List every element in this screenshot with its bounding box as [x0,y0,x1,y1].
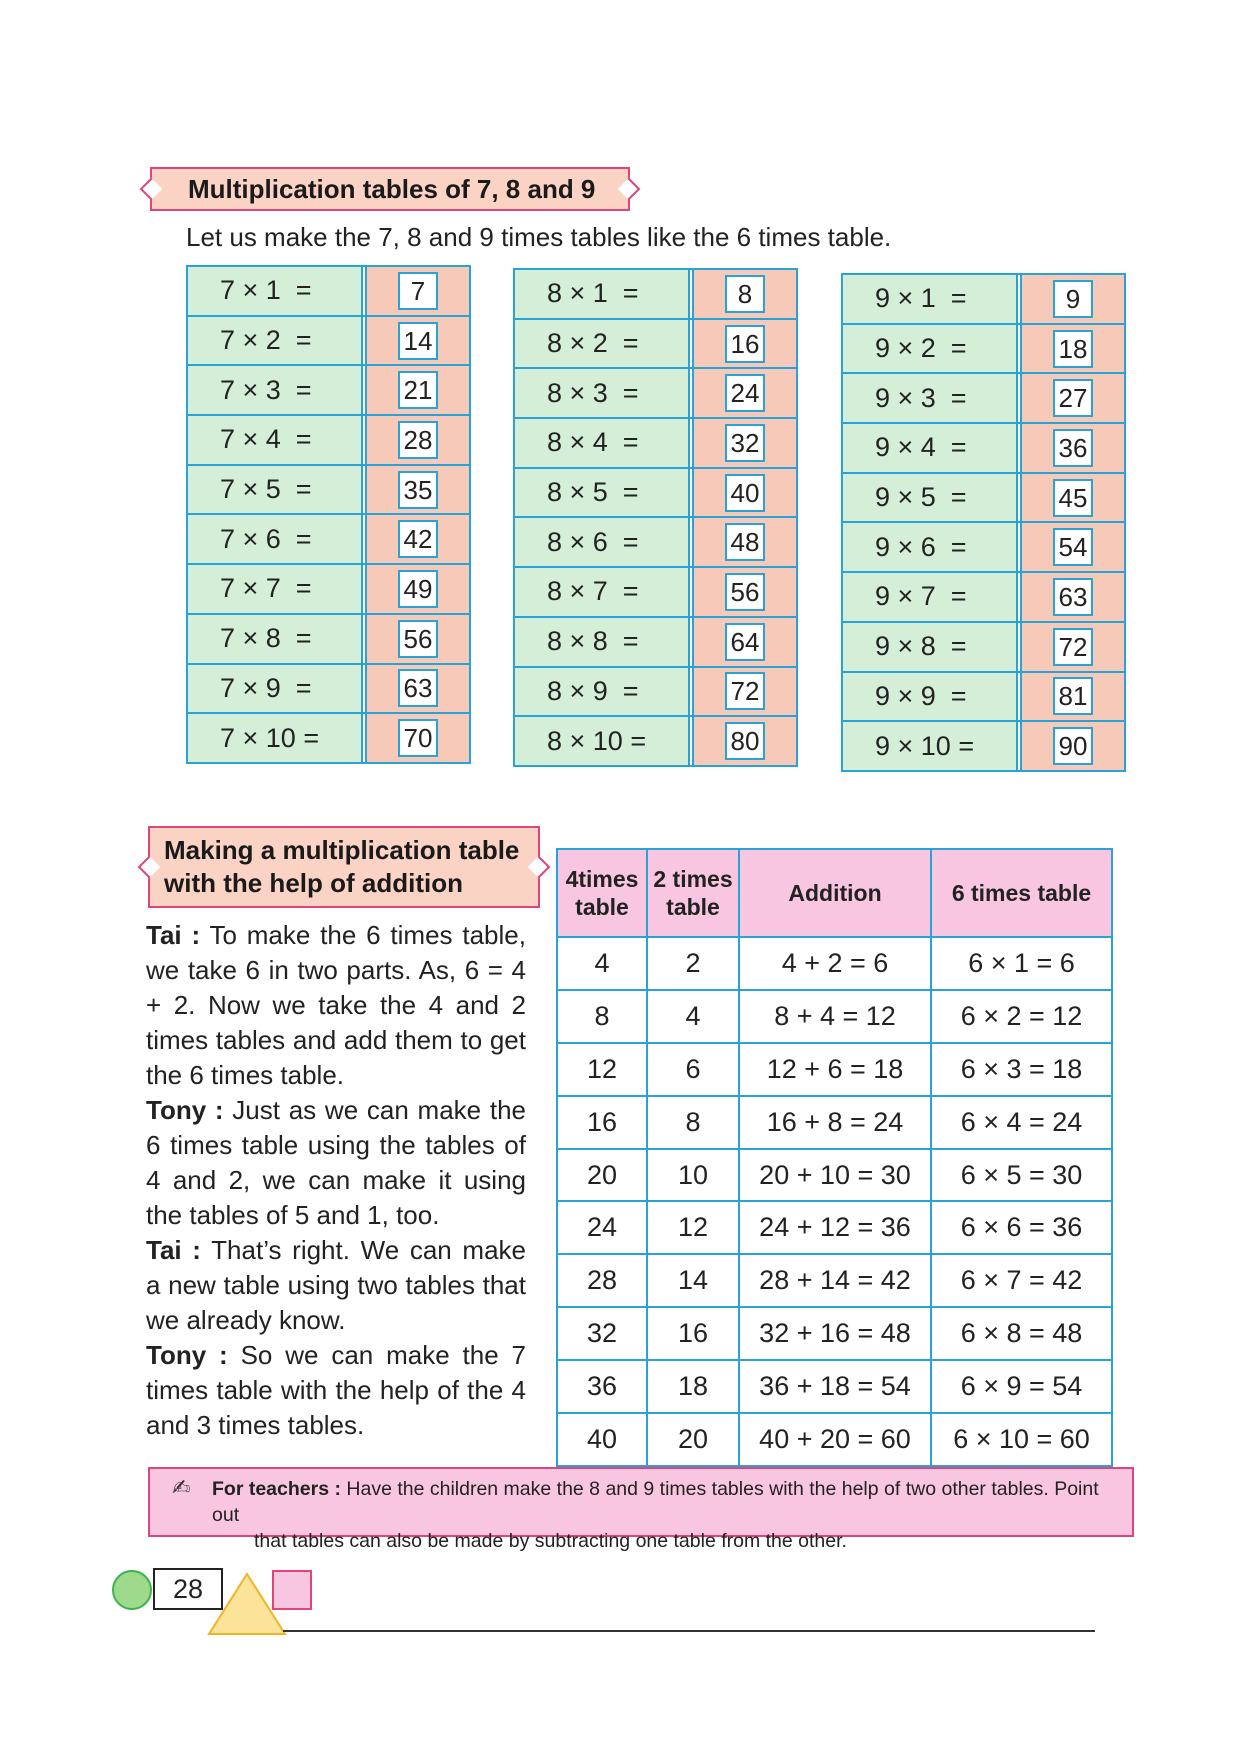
section-heading-addition-method [148,826,540,908]
multiplication-expression: 8 × 8 = [514,617,689,667]
table-row [187,564,470,614]
table-row [187,266,470,316]
speaker: Tai : [146,1235,201,1265]
addition-sum: 36 + 18 = 54 [739,1360,931,1413]
multiplication-expression: 9 × 9 = [842,672,1017,722]
answer-box: 27 [1053,379,1093,417]
addition-sum: 40 + 20 = 60 [739,1413,931,1466]
addition-sum: 24 + 12 = 36 [739,1201,931,1254]
answer-box: 35 [398,471,438,509]
result-cell [693,468,797,518]
answer-box: 56 [398,620,438,658]
table-row [187,664,470,714]
header-2-times: 2 times table [647,849,739,937]
multiplication-expression: 7 × 4 = [187,415,362,465]
answer-box: 7 [398,272,438,310]
table-row [842,622,1125,672]
speaker: Tony : [146,1095,224,1125]
two-times-value: 2 [647,937,739,990]
two-times-value: 6 [647,1043,739,1096]
table-row [842,324,1125,374]
multiplication-expression: 7 × 10 = [187,713,362,763]
table-row [187,365,470,415]
table-row [557,1307,1112,1360]
six-times-result: 6 × 7 = 42 [931,1254,1112,1307]
multiplication-expression: 9 × 5 = [842,473,1017,523]
table-row [187,514,470,564]
multiplication-expression: 9 × 7 = [842,572,1017,622]
multiplication-expression: 8 × 6 = [514,517,689,567]
multiplication-expression: 7 × 8 = [187,614,362,664]
table-row [842,672,1125,722]
two-times-value: 8 [647,1096,739,1149]
result-cell [693,617,797,667]
answer-box: 49 [398,570,438,608]
table-row [514,319,797,369]
table-header-row [557,849,1112,937]
header-4-times: 4times table [557,849,647,937]
answer-box: 40 [725,474,765,512]
dialogue-text: So we can make the 7 times table with the help of the 4 and 3 times tables. [146,1340,527,1440]
header-6-times: 6 times table [931,849,1112,937]
multiplication-expression: 9 × 2 = [842,324,1017,374]
multiplication-expression: 7 × 9 = [187,664,362,714]
table-row [514,269,797,319]
result-cell [693,567,797,617]
multiplication-expression: 9 × 8 = [842,622,1017,672]
result-cell [366,415,470,465]
multiplication-expression: 7 × 2 = [187,316,362,366]
multiplication-expression: 7 × 1 = [187,266,362,316]
heading-line-2: with the help of addition [164,868,463,898]
multiplication-expression: 8 × 10 = [514,716,689,766]
multiplication-expression: 9 × 4 = [842,423,1017,473]
pencil-icon: ✍ [172,1475,191,1500]
answer-box: 16 [725,325,765,363]
two-times-value: 10 [647,1149,739,1202]
table-row [514,517,797,567]
speaker: Tony : [146,1340,228,1370]
result-cell [366,664,470,714]
heading-line-1: Making a multiplication table [164,835,520,865]
four-times-value: 36 [557,1360,647,1413]
seven-times-table [186,265,471,764]
teacher-note-line-1: Have the children make the 8 and 9 times tables with the help of two other tables. Point out [212,1478,1099,1526]
answer-box: 64 [725,623,765,661]
four-times-value: 20 [557,1149,647,1202]
table-row [842,572,1125,622]
two-times-value: 20 [647,1413,739,1466]
result-cell [366,614,470,664]
multiplication-expression: 7 × 6 = [187,514,362,564]
addition-sum: 12 + 6 = 18 [739,1043,931,1096]
table-row [842,473,1125,523]
dialogue-text: To make the 6 times table, we take 6 in two parts. As, 6 = 4 + 2. Now we take the 4 and 2 times tables and add them to get the 6 times table. [146,920,526,1090]
result-cell [366,266,470,316]
result-cell [1021,373,1125,423]
nine-times-table [841,273,1126,772]
multiplication-expression: 8 × 2 = [514,319,689,369]
teacher-note-line-2: that tables can also be made by subtracting one table from the other. [254,1530,847,1552]
table-row [842,373,1125,423]
answer-box: 63 [398,669,438,707]
answer-box: 63 [1053,578,1093,616]
result-cell [366,713,470,763]
addition-sum: 4 + 2 = 6 [739,937,931,990]
four-times-value: 8 [557,990,647,1043]
answer-box: 81 [1053,677,1093,715]
four-times-value: 40 [557,1413,647,1466]
speaker: Tai : [146,920,201,950]
eight-times-table [513,268,798,767]
four-times-value: 24 [557,1201,647,1254]
answer-box: 54 [1053,528,1093,566]
table-row [514,667,797,717]
dialogue [146,918,526,1443]
teacher-note [148,1467,1134,1552]
answer-box: 8 [725,275,765,313]
pink-square-decoration [272,1570,312,1610]
dialogue-text: That’s right. We can make a new table using two tables that we already know. [146,1235,526,1335]
table-row [557,1254,1112,1307]
answer-box: 14 [398,322,438,360]
dialogue-line [146,918,526,1093]
teacher-note-label: For teachers : [212,1478,341,1500]
answer-box: 48 [725,523,765,561]
result-cell [693,667,797,717]
table-row [514,468,797,518]
answer-box: 72 [1053,628,1093,666]
multiplication-expression: 9 × 3 = [842,373,1017,423]
table-row [514,567,797,617]
result-cell [693,517,797,567]
four-times-value: 12 [557,1043,647,1096]
result-cell [1021,473,1125,523]
result-cell [1021,423,1125,473]
multiplication-expression: 7 × 7 = [187,564,362,614]
result-cell [1021,572,1125,622]
table-row [842,522,1125,572]
two-times-value: 16 [647,1307,739,1360]
two-times-value: 14 [647,1254,739,1307]
addition-sum: 8 + 4 = 12 [739,990,931,1043]
multiplication-expression: 8 × 4 = [514,418,689,468]
multiplication-expression: 9 × 6 = [842,522,1017,572]
six-times-result: 6 × 4 = 24 [931,1096,1112,1149]
addition-sum: 16 + 8 = 24 [739,1096,931,1149]
four-times-value: 32 [557,1307,647,1360]
multiplication-expression: 9 × 10 = [842,721,1017,771]
multiplication-expression: 9 × 1 = [842,274,1017,324]
six-times-result: 6 × 2 = 12 [931,990,1112,1043]
table-row [514,617,797,667]
result-cell [693,716,797,766]
table-row [557,1360,1112,1413]
footer-rule [283,1630,1095,1632]
multiplication-expression: 8 × 3 = [514,368,689,418]
dialogue-line [146,1093,526,1233]
six-times-result: 6 × 6 = 36 [931,1201,1112,1254]
answer-box: 42 [398,520,438,558]
answer-box: 45 [1053,479,1093,517]
intro-text: Let us make the 7, 8 and 9 times tables like the 6 times table. [186,222,892,252]
answer-box: 32 [725,424,765,462]
table-row [187,415,470,465]
answer-box: 28 [398,421,438,459]
six-times-result: 6 × 3 = 18 [931,1043,1112,1096]
table-row [842,721,1125,771]
two-times-value: 4 [647,990,739,1043]
addition-sum: 20 + 10 = 30 [739,1149,931,1202]
green-circle-decoration [112,1570,152,1610]
table-row [842,423,1125,473]
two-times-value: 12 [647,1201,739,1254]
result-cell [1021,522,1125,572]
answer-box: 80 [725,722,765,760]
answer-box: 9 [1053,280,1093,318]
page-number: 28 [153,1568,223,1610]
addition-sum: 28 + 14 = 42 [739,1254,931,1307]
result-cell [366,564,470,614]
six-times-result: 6 × 10 = 60 [931,1413,1112,1466]
table-row [514,418,797,468]
result-cell [366,514,470,564]
four-times-value: 28 [557,1254,647,1307]
answer-box: 70 [398,719,438,757]
two-times-value: 18 [647,1360,739,1413]
table-row [514,368,797,418]
result-cell [366,465,470,515]
result-cell [1021,622,1125,672]
table-row [187,465,470,515]
table-row [557,1413,1112,1466]
six-times-result: 6 × 5 = 30 [931,1149,1112,1202]
four-times-value: 4 [557,937,647,990]
table-row [842,274,1125,324]
answer-box: 56 [725,573,765,611]
result-cell [693,418,797,468]
table-row [514,716,797,766]
multiplication-expression: 8 × 5 = [514,468,689,518]
dialogue-text: Just as we can make the 6 times table using the tables of 4 and 2, we can make it using the tables of 5 and 1, too. [146,1095,526,1230]
result-cell [1021,721,1125,771]
table-row [557,1201,1112,1254]
table-row [557,1149,1112,1202]
dialogue-line [146,1338,526,1443]
multiplication-expression: 8 × 9 = [514,667,689,717]
multiplication-expression: 7 × 5 = [187,465,362,515]
result-cell [366,316,470,366]
table-row [557,1096,1112,1149]
section-heading-multiplication-tables: Multiplication tables of 7, 8 and 9 [150,167,630,211]
result-cell [693,368,797,418]
six-times-result: 6 × 8 = 48 [931,1307,1112,1360]
answer-box: 90 [1053,727,1093,765]
table-row [187,713,470,763]
four-times-value: 16 [557,1096,647,1149]
table-row [557,1043,1112,1096]
table-row [187,316,470,366]
result-cell [1021,274,1125,324]
addition-sum: 32 + 16 = 48 [739,1307,931,1360]
six-times-result: 6 × 1 = 6 [931,937,1112,990]
dialogue-line [146,1233,526,1338]
result-cell [693,269,797,319]
result-cell [1021,672,1125,722]
addition-table [556,848,1113,1467]
six-times-result: 6 × 9 = 54 [931,1360,1112,1413]
multiplication-expression: 8 × 7 = [514,567,689,617]
result-cell [1021,324,1125,374]
table-row [557,937,1112,990]
multiplication-expression: 7 × 3 = [187,365,362,415]
answer-box: 36 [1053,429,1093,467]
multiplication-expression: 8 × 1 = [514,269,689,319]
header-addition: Addition [739,849,931,937]
answer-box: 24 [725,374,765,412]
result-cell [366,365,470,415]
answer-box: 21 [398,371,438,409]
result-cell [693,319,797,369]
answer-box: 72 [725,672,765,710]
table-row [557,990,1112,1043]
table-row [187,614,470,664]
answer-box: 18 [1053,330,1093,368]
